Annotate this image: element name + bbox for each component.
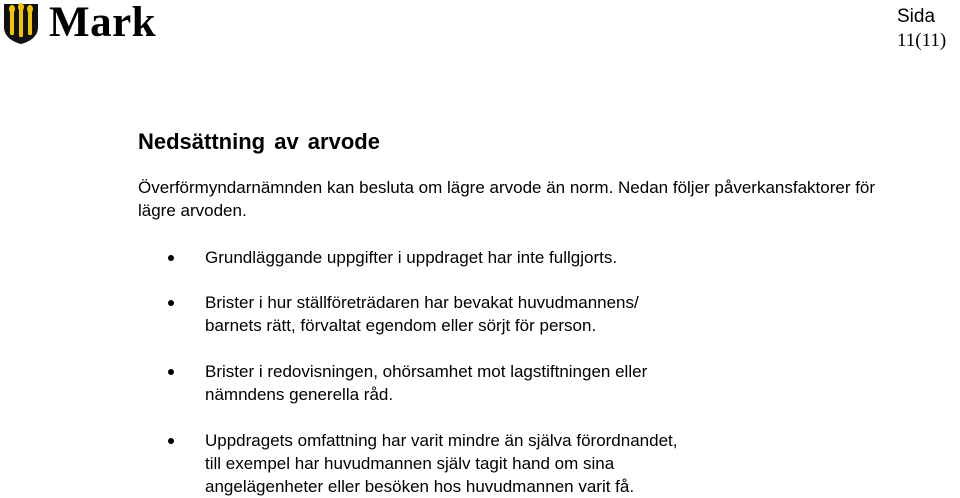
page-number: 11(11) bbox=[897, 30, 947, 51]
bullet-text: Brister i redovisningen, ohörsamhet mot lagstiftningen eller nämndens generella råd. bbox=[205, 362, 648, 404]
page-label: Sida bbox=[897, 6, 936, 27]
brand-name: Mark bbox=[49, 0, 157, 46]
bullet-dot bbox=[168, 438, 174, 444]
crest-icon bbox=[3, 3, 39, 45]
bullet-text: Uppdragets omfattning har varit mindre än själva förordnandet, till exempel har huvudmannen själv tagit hand om sina angelägenheter eller besöken hos huvudmannen varit få. bbox=[205, 431, 678, 496]
bullet-text: Grundläggande uppgifter i uppdraget har inte fullgjorts. bbox=[205, 248, 618, 267]
bullet-dot bbox=[168, 369, 174, 375]
intro-paragraph: Överförmyndarnämnden kan besluta om lägre arvode än norm. Nedan följer påverkansfaktorer för lägre arvoden. bbox=[138, 178, 876, 220]
section-heading: Nedsättning av arvode bbox=[138, 129, 380, 154]
bullet-text: Brister i hur ställföreträdaren har bevakat huvudmannens/ barnets rätt, förvaltat egendom eller sörjt för person. bbox=[205, 293, 639, 335]
bullet-dot bbox=[168, 255, 174, 261]
bullet-dot bbox=[168, 300, 174, 306]
